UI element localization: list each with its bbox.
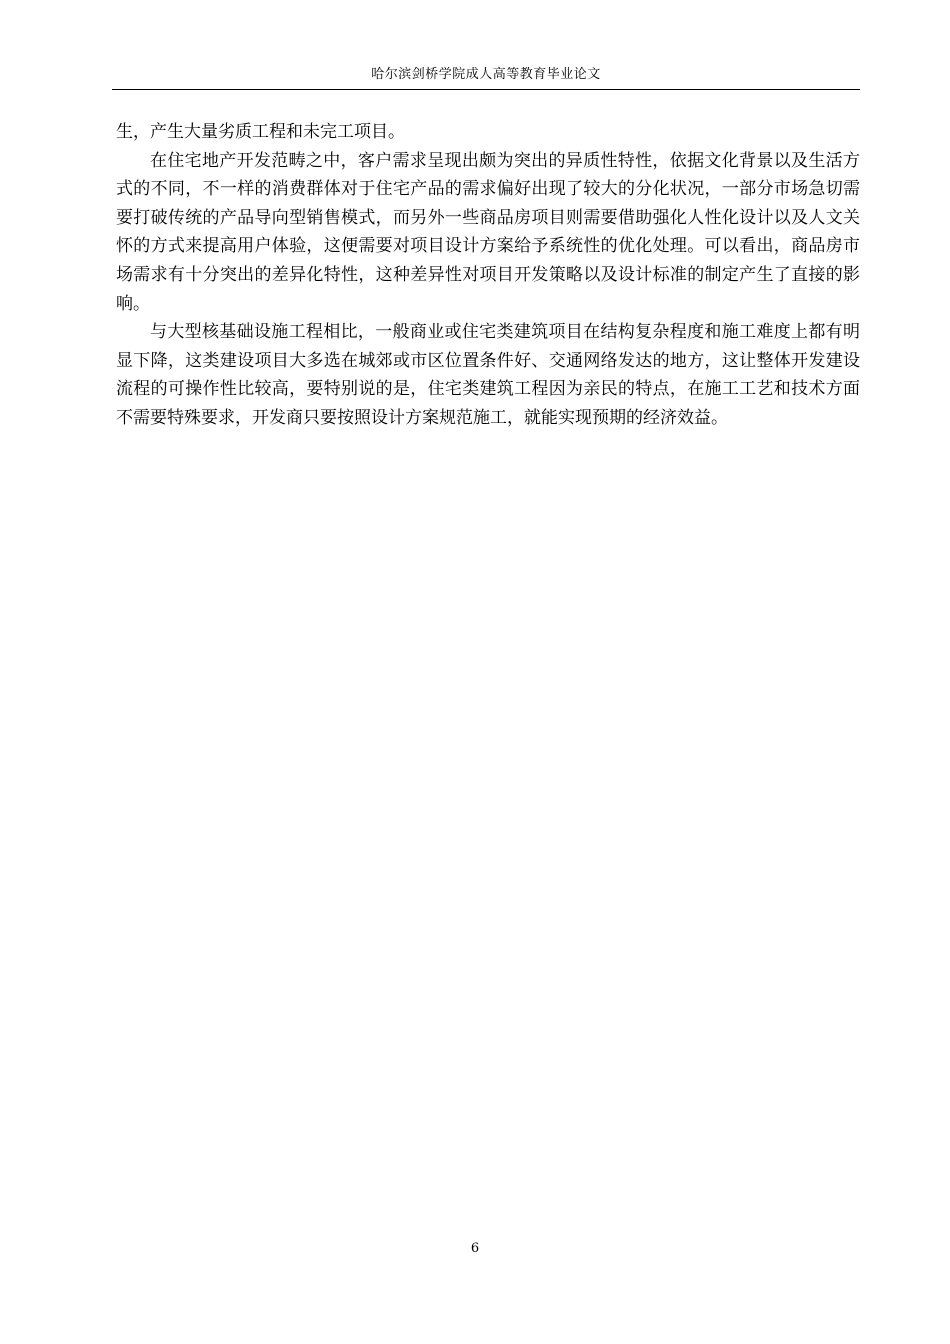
paragraph-continuation: 生，产生大量劣质工程和未完工项目。	[116, 122, 405, 142]
running-header: 哈尔滨剑桥学院成人高等教育毕业论文	[371, 67, 601, 82]
paragraph-construction-comparison: 与大型核基础设施工程相比，一般商业或住宅类建筑项目在结构复杂程度和施工难度上都有明显下降，这类建设项目大多选在城郊或市区位置条件好、交通网络发达的地方，这让整体开发建设流程的可操作性比较高，要特别说的是，住宅类建筑工程因为亲民的特点，在施工工艺和技术方面不需要特殊要求，开发商只要按照设计方案规范施工，就能实现预期的经济效益。	[116, 322, 860, 428]
body-text	[116, 118, 860, 433]
paragraph-market-demand: 在住宅地产开发范畴之中，客户需求呈现出颇为突出的异质性特性，依据文化背景以及生活方式的不同，不一样的消费群体对于住宅产品的需求偏好出现了较大的分化状况，一部分市场急切需要打破传统的产品导向型销售模式，而另外一些商品房项目则需要借助强化人性化设计以及人文关怀的方式来提高用户体验，这便需要对项目设计方案给予系统性的优化处理。可以看出，商品房市场需求有十分突出的差异化特性，这种差异性对项目开发策略以及设计标准的制定产生了直接的影响。	[116, 150, 860, 314]
header-divider	[112, 89, 860, 90]
page-number: 6	[470, 1241, 480, 1256]
